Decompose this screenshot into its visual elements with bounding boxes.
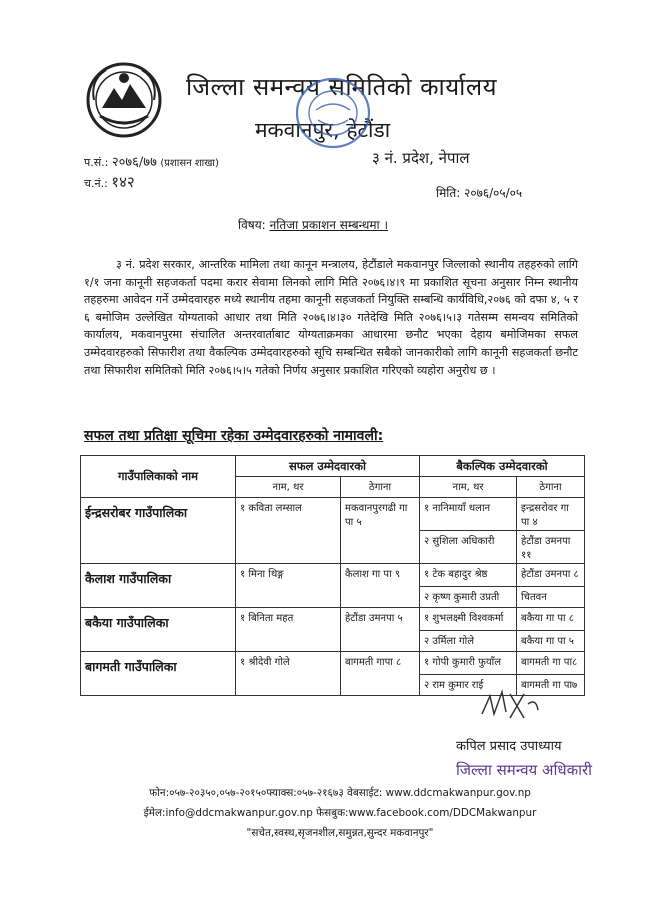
letter-subject: विषय: नतिजा प्रकाशन सम्बन्धमा । (238, 218, 388, 232)
alternative-name: १ गोपी कुमारी फुयाँल (420, 652, 517, 675)
reference-number: प.सं.: २०७६/७७ (प्रशासन शाखा) (84, 155, 219, 170)
candidate-list-title: सफल तथा प्रतिक्षा सूचिमा रहेका उम्मेदवारहरुको नामावली: (84, 428, 384, 444)
table-row (81, 498, 585, 531)
table-row (81, 652, 585, 675)
footer-slogan: "सचेत,स्वस्थ,सृजनशील,समुन्नत,सुन्दर मकवानपुर" (246, 827, 434, 839)
alternative-address: बागमती गा पा७ (517, 675, 585, 696)
letter-body: ३ नं. प्रदेश सरकार, आन्तरिक मामिला तथा कानून मन्त्रालय, हेटौंडाले मकवानपुर जिल्लाको स्थानीय तहहरुको लागि १/१ जना कानूनी सहजकर्ता पदमा करार सेवामा लिनको लागि मिति २०७६।४।९ मा प्रकाशित सूचना अनुसार निम्न स्थानीय तहहरुमा आवेदन गर्ने उम्मेदवारहरु मध्ये स्थानीय तहमा कानूनी सहजकर्ता नियुक्ति सम्बन्धि कार्यविधि,२०७६ को दफा ४, ५ र ६ बमोजिम उल्लेखित योग्यताको आधार तथा मिति २०७६।४।३० गतेदेखि मिति २०७६।५।३ गतेसम्म समन्वय समितिको कार्यालय, मकवानपुरमा संचालित अन्तरवार्ताबाट योग्यताक्रमका आधारमा छनौट भएका देहाय बमोजिमका सफल उम्मेदवारहरुको सिफारीश तथा वैकल्पिक उम्मेदवारहरुको सूचि सम्बन्धित सबैको जानकारीको लागि कानूनी सहजकर्ता छनौट तथा सिफारीश समितिको मिति २०७६।५।५ गतेको निर्णय अनुसार प्रकाशित गरिएको व्यहोरा अनुरोध छ । (84, 258, 578, 377)
dispatch-number: च.नं.: १४२ (84, 173, 135, 191)
successful-name: १ श्रीदेवी गोले (236, 652, 341, 696)
candidate-table (80, 455, 585, 696)
alternative-address: बकैया गा पा ८ (517, 608, 585, 631)
alternative-name: १ टेक बहादुर श्रेष्ठ (420, 564, 517, 587)
header-municipality: गाउँपालिकाको नाम (81, 456, 236, 498)
successful-name: १ मिना थिङ्ग (236, 564, 341, 608)
header-alternative: बैकल्पिक उम्मेदवारको (420, 456, 585, 477)
government-emblem-icon (84, 60, 164, 140)
subheader-address: ठेगाना (341, 477, 420, 498)
province-line: ३ नं. प्रदेश, नेपाल (372, 149, 470, 167)
header-successful: सफल उम्मेदवारको (236, 456, 420, 477)
office-title: जिल्ला समन्वय समितिको कार्यालय (186, 73, 498, 101)
subheader-name: नाम, थर (420, 477, 517, 498)
subheader-address: ठेगाना (517, 477, 585, 498)
alternative-name: १ शुभलक्ष्मी विश्वकर्मा (420, 608, 517, 631)
alternative-address: बकैया गा पा ५ (517, 631, 585, 652)
alternative-name: २ उर्मिला गोले (420, 631, 517, 652)
successful-address: हेटौंडा उमनपा ५ (341, 608, 420, 652)
letter-date: मिति: २०७६/०५/०५ (436, 186, 523, 200)
alternative-name: २ राम कुमार राई (420, 675, 517, 696)
successful-name: १ कविता लम्साल (236, 498, 341, 564)
office-location: मकवानपुर, हेटौंडा (255, 118, 391, 142)
alternative-name: २ कृष्ण कुमारी उप्रती (420, 587, 517, 608)
signature-icon (476, 684, 544, 728)
alternative-address: इन्द्रसरोवर गा पा ४ (517, 498, 585, 531)
alternative-address: बागमती गा पा८ (517, 652, 585, 675)
successful-address: मकवानपुरगढी गा पा ५ (341, 498, 420, 564)
municipality-name: कैलाश गाउँपालिका (81, 564, 236, 608)
alternative-name: २ सुशिला अधिकारी (420, 531, 517, 564)
alternative-address: चितवन (517, 587, 585, 608)
successful-address: बागमती गापा ८ (341, 652, 420, 696)
footer-email: ईमेल:info@ddcmakwanpur.gov.np फेसबुक:www.facebook.com/DDCMakwanpur (143, 807, 537, 819)
municipality-name: बकैया गाउँपालिका (81, 608, 236, 652)
table-row (81, 608, 585, 631)
signatory-name: कपिल प्रसाद उपाध्याय (456, 739, 562, 754)
alternative-address: हेटौंडा उमनपा ११ (517, 531, 585, 564)
subheader-name: नाम, थर (236, 477, 341, 498)
table-header-row (81, 456, 585, 477)
municipality-name: बागमती गाउँपालिका (81, 652, 236, 696)
signatory-title: जिल्ला समन्वय अधिकारी (456, 761, 593, 779)
successful-address: कैलाश गा पा ९ (341, 564, 420, 608)
table-row (81, 564, 585, 587)
alternative-address: हेटौंडा उमनपा ८ (517, 564, 585, 587)
footer-contact: फोन:०५७-२०३५०,०५७-२०१५०फ्याक्स:०५७-२१६७३ वेबसाईट: www.ddcmakwanpur.gov.np (149, 787, 531, 799)
office-stamp-icon (292, 72, 374, 154)
successful-name: १ बिनिता महत (236, 608, 341, 652)
municipality-name: ईन्द्रसरोबर गाउँपालिका (81, 498, 236, 564)
alternative-name: १ नानिमायाँ थलान (420, 498, 517, 531)
